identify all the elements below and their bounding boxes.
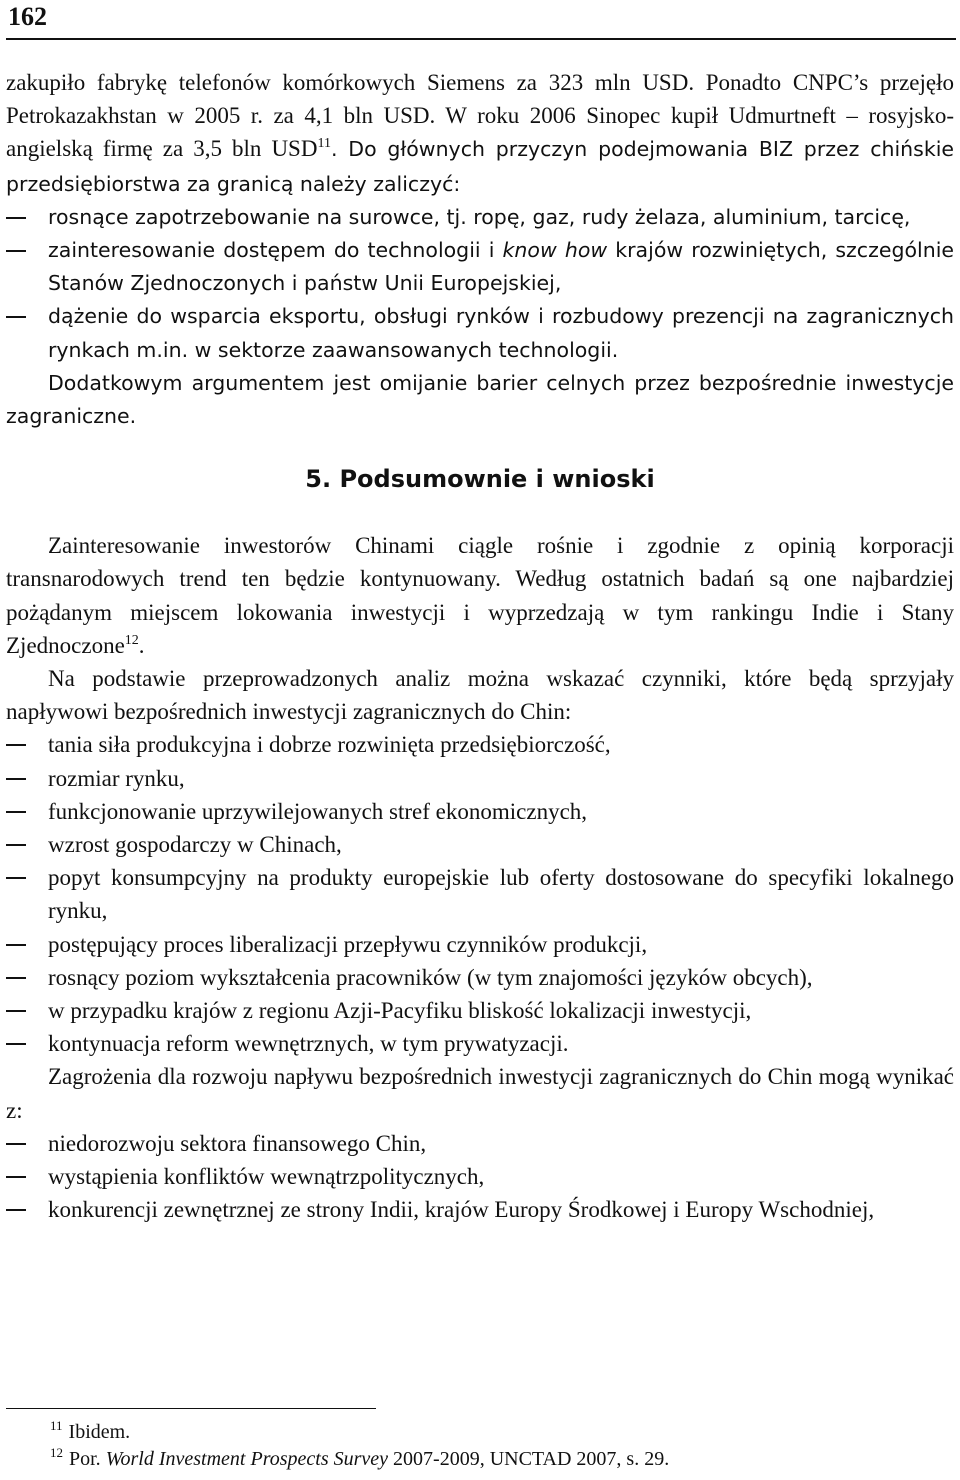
list-item: w przypadku krajów z regionu Azji-Pacyfiku bliskość lokalizacji inwestycji, (6, 994, 954, 1027)
paragraph: Na podstawie przeprowadzonych analiz można wskazać czynniki, które będą sprzyjały napływowi bezpośrednich inwestycji zagranicznych do Chin: (6, 666, 954, 725)
page-header (6, 0, 956, 40)
list-item: postępujący proces liberalizacji przepływu czynników produkcji, (6, 928, 954, 961)
list-item-text: zainteresowanie dostępem do technologii i (48, 238, 503, 263)
list-item (6, 300, 954, 366)
list-item (6, 234, 954, 300)
list-item: niedorozwoju sektora finansowego Chin, (6, 1127, 954, 1160)
list-item-text: krajów rozwiniętych, szczególnie Stanów Zjednoczonych i państw Unii Europejskiej, (48, 238, 954, 296)
threats-list (6, 1127, 954, 1227)
page-body (6, 66, 954, 1227)
list-item: funkcjonowanie uprzywilejowanych stref ekonomicznych, (6, 795, 954, 828)
paragraph-text: Zainteresowanie inwestorów Chinami ciągle rośnie i zgodnie z opinią korporacji transnarodowych trend ten będzie kontynuowany. Według ostatnich badań są one najbardziej pożądanym miejscem lokowania inwestycji i wyprzedzają w tym rankingu Indie i Stany Zjednoczone (6, 533, 954, 658)
footnote-11 (6, 1419, 954, 1446)
factors-list (6, 728, 954, 1060)
page-number: 162 (8, 2, 47, 31)
list-item: tania siła produkcyjna i dobrze rozwinięta przedsiębiorczość, (6, 728, 954, 761)
footnotes (6, 1408, 954, 1473)
paragraph: Zagrożenia dla rozwoju napływu bezpośrednich inwestycji zagranicznych do Chin mogą wynikać z: (6, 1064, 954, 1123)
list-item-emphasis: know how (502, 238, 608, 263)
paragraph (6, 529, 954, 662)
footnote-text: Ibidem. (68, 1421, 131, 1443)
paragraph: Dodatkowym argumentem jest omijanie barier celnych przez bezpośrednie inwestycje zagraniczne. (6, 370, 954, 429)
list-item-text: rosnące zapotrzebowanie na surowce, tj. ropę, gaz, rudy żelaza, aluminium, tarcicę, (48, 204, 911, 229)
list-item: wystąpienia konfliktów wewnątrzpolitycznych, (6, 1160, 954, 1193)
paragraph-text: . (138, 632, 145, 658)
footnote-divider (6, 1408, 376, 1409)
reasons-list (6, 201, 954, 367)
footnote-ref[interactable]: 11 (317, 136, 331, 152)
footnote-12 (6, 1446, 954, 1473)
list-item: konkurencji zewnętrznej ze strony Indii, krajów Europy Środkowej i Europy Wschodniej, (6, 1193, 954, 1226)
footnote-number: 11 (50, 1418, 63, 1433)
list-item: popyt konsumpcyjny na produkty europejskie lub oferty dostosowane do specyfiki lokalnego rynku, (6, 861, 954, 927)
footnote-title: World Investment Prospects Survey (105, 1448, 389, 1470)
list-item-text: dążenie do wsparcia eksportu, obsługi rynków i rozbudowy prezencji na zagranicznych rynkach m.in. w sektorze zaawansowanych technologii. (48, 304, 954, 362)
paragraph-intro (6, 66, 954, 201)
paragraph-text: . Do głównych przyczyn podejmowania BIZ przez chińskie przedsiębiorstwa za granicą należy zaliczyć: (6, 137, 955, 196)
footnote-text: Por. (69, 1448, 106, 1470)
list-item: kontynuacja reform wewnętrznych, w tym prywatyzacji. (6, 1027, 954, 1060)
paragraph-text: zakupiło fabrykę telefonów komórkowych Siemens za 323 mln USD. Ponadto CNPC’s przejęło Petrokazakhstan w 2005 r. za 4,1 bln USD. W roku 2006 Sinopec kupił Udmurtneft – rosyjsko-angielską firmę za 3,5 bln USD (6, 70, 954, 162)
list-item: rosnący poziom wykształcenia pracowników (w tym znajomości języków obcych), (6, 961, 954, 994)
list-item (6, 201, 954, 234)
footnote-ref[interactable]: 12 (124, 632, 139, 648)
footnote-number: 12 (50, 1445, 63, 1460)
footnote-text: 2007-2009, UNCTAD 2007, s. 29. (388, 1448, 670, 1470)
section-heading: 5. Podsumownie i wnioski (305, 465, 655, 494)
list-item: wzrost gospodarczy w Chinach, (6, 828, 954, 861)
list-item: rozmiar rynku, (6, 762, 954, 795)
